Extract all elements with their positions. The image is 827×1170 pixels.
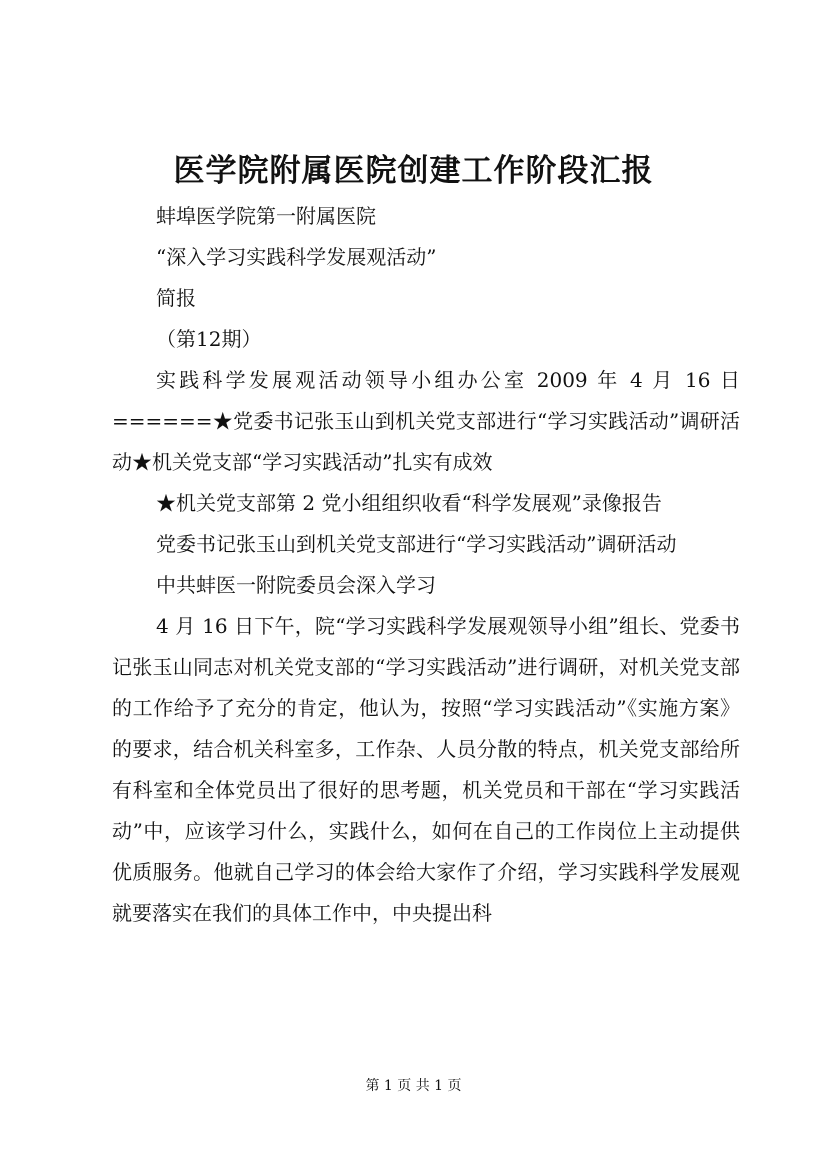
page-footer: 第 1 页 共 1 页 xyxy=(365,1078,462,1094)
paragraph-issue-number: （第12期） xyxy=(156,327,262,351)
paragraph-bulletin-label: 简报 xyxy=(156,286,196,310)
paragraph-headline-video: ★机关党支部第 2 党小组组织收看“科学发展观”录像报告 xyxy=(156,491,662,515)
paragraph-author: 中共蚌医一附院委员会深入学习 xyxy=(156,573,436,597)
paragraph-hospital-name: 蚌埠医学院第一附属医院 xyxy=(156,204,376,228)
document-title: 医学院附属医院创建工作阶段汇报 xyxy=(173,153,654,189)
paragraph-article-heading: 党委书记张玉山到机关党支部进行“学习实践活动”调研活动 xyxy=(156,532,677,556)
document-body xyxy=(112,196,740,934)
paragraph-office-date-headlines: 实践科学发展观活动领导小组办公室 2009 年 4 月 16 日======★党委书记张玉山到机关党支部进行“学习实践活动”调研活动★机关党支部“学习实践活动”扎实有成效 xyxy=(112,368,740,474)
paragraph-activity-name: “深入学习实践科学发展观活动” xyxy=(156,245,437,269)
paragraph-article-body: 4 月 16 日下午，院“学习实践科学发展观领导小组”组长、党委书记张玉山同志对机关党支部的“学习实践活动”进行调研，对机关党支部的工作给予了充分的肯定，他认为，按照“学习实践活动”《实施方案》的要求，结合机关科室多，工作杂、人员分散的特点，机关党支部给所有科室和全体党员出了很好的思考题，机关党员和干部在“学习实践活动”中，应该学习什么，实践什么，如何在自己的工作岗位上主动提供优质服务。他就自己学习的体会给大家作了介绍，学习实践科学发展观就要落实在我们的具体工作中，中央提出科 xyxy=(112,614,740,925)
